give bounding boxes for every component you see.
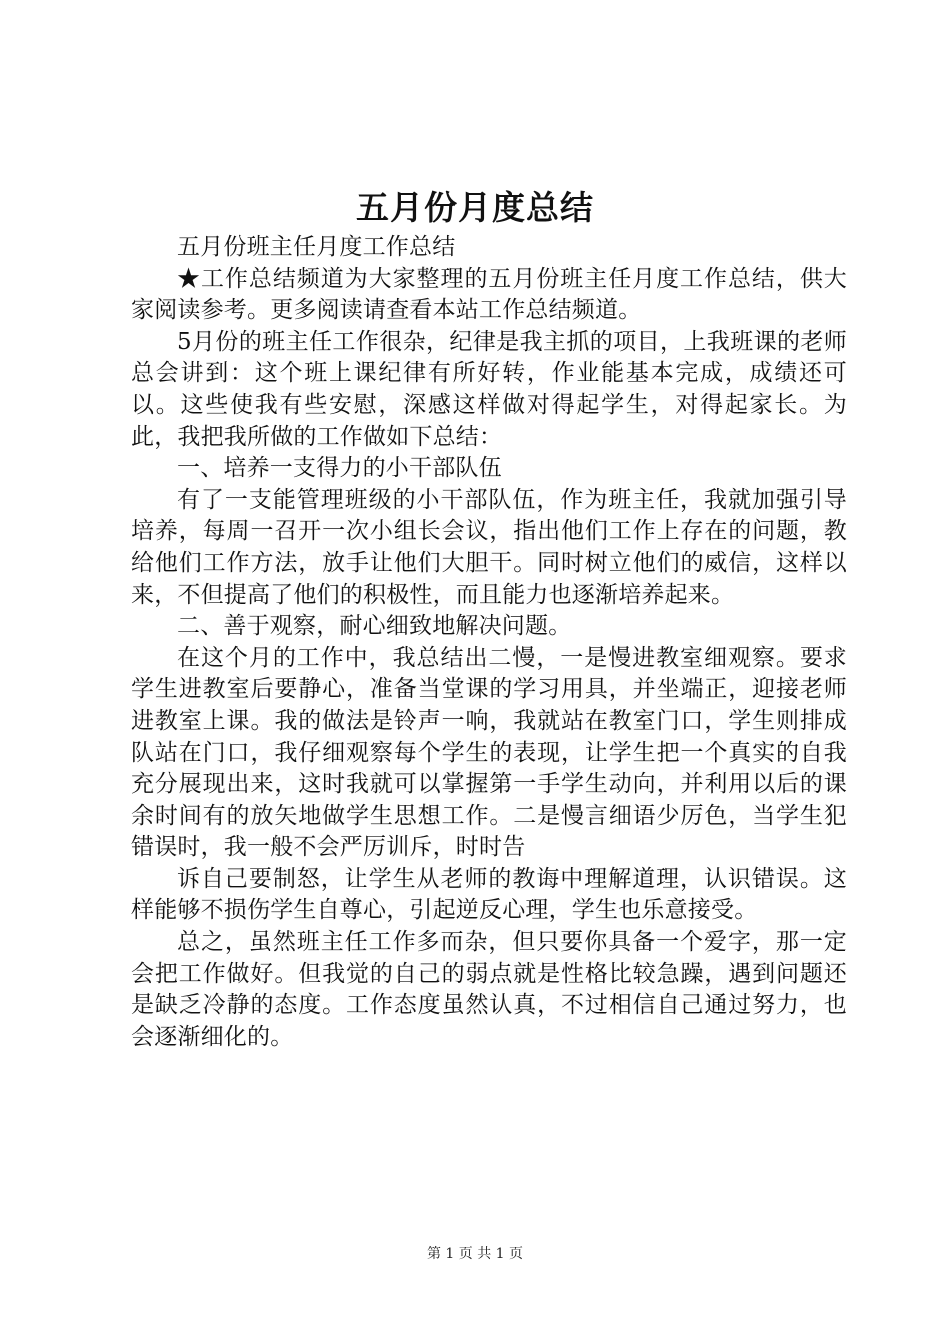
section-heading-2: 二、善于观察，耐心细致地解决问题。: [177, 613, 572, 640]
paragraph-overview: 5月份的班主任工作很杂，纪律是我主抓的项目，上我班课的老师总会讲到：这个班上课纪律有所好转，作业能基本完成，成绩还可以。这些使我有些安慰，深感这样做对得起学生，对得起家长。为此，我把我所做的工作做如下总结：: [131, 328, 847, 450]
page-number-footer: 第 1 页 共 1 页: [426, 1246, 524, 1262]
paragraph-section-2-continued: 诉自己要制怒，让学生从老师的教诲中理解道理，认识错误。这样能够不损伤学生自尊心，引起逆反心理，学生也乐意接受。: [131, 865, 847, 924]
paragraph-intro: ★工作总结频道为大家整理的五月份班主任月度工作总结，供大家阅读参考。更多阅读请查看本站工作总结频道。: [131, 265, 847, 324]
paragraph-section-2: 在这个月的工作中，我总结出二慢，一是慢进教室细观察。要求学生进教室后要静心，准备当堂课的学习用具，并坐端正，迎接老师进教室上课。我的做法是铃声一响，我就站在教室门口，学生则排成队站在门口，我仔细观察每个学生的表现，让学生把一个真实的自我充分展现出来，这时我就可以掌握第一手学生动向，并利用以后的课余时间有的放矢地做学生思想工作。二是慢言细语少厉色，当学生犯错误时，我一般不会严厉训斥，时时告: [131, 644, 847, 861]
paragraph-subtitle: 五月份班主任月度工作总结: [177, 234, 456, 260]
paragraph-conclusion: 总之，虽然班主任工作多而杂，但只要你具备一个爱字，那一定会把工作做好。但我觉的自己的弱点就是性格比较急躁，遇到问题还是缺乏冷静的态度。工作态度虽然认真，不过相信自己通过努力，也会逐渐细化的。: [131, 929, 847, 1050]
paragraph-section-1: 有了一支能管理班级的小干部队伍，作为班主任，我就加强引导培养，每周一召开一次小组长会议，指出他们工作上存在的问题，教给他们工作方法，放手让他们大胆干。同时树立他们的威信，这样以来，不但提高了他们的积极性，而且能力也逐渐培养起来。: [131, 486, 847, 608]
document-title: 五月份月度总结: [356, 188, 594, 227]
section-heading-1: 一、培养一支得力的小干部队伍: [177, 455, 502, 482]
document-body: [131, 232, 847, 1053]
